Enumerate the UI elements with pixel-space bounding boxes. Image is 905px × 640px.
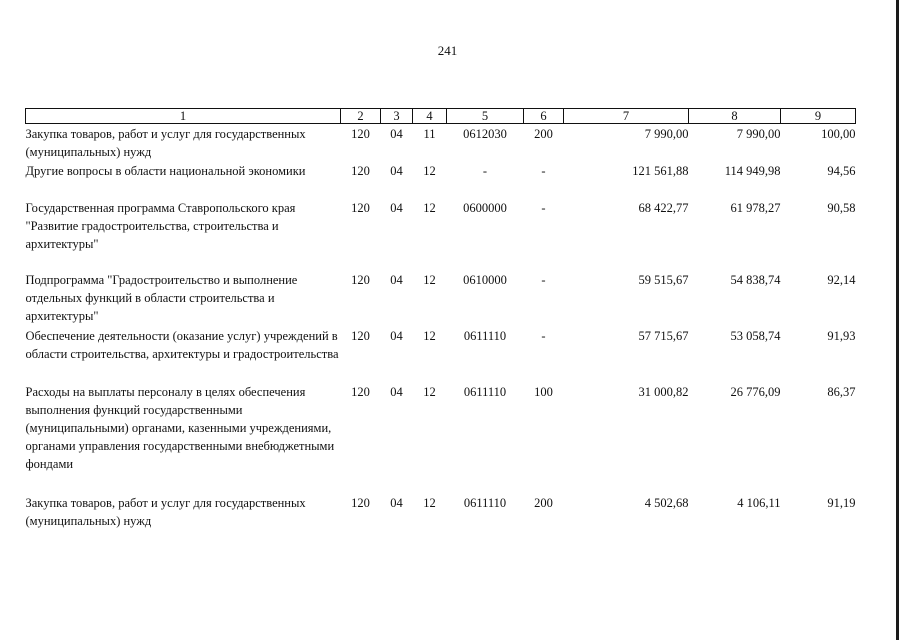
table-row (26, 124, 856, 162)
row-name: Закупка товаров, работ и услуг для государственных (муниципальных) нужд (25, 127, 306, 159)
row-percent-9: 92,14 (827, 273, 856, 287)
row-code-2: 120 (351, 329, 370, 343)
row-code-6: 200 (534, 127, 553, 141)
row-code-2: 120 (351, 164, 370, 178)
header-row (26, 109, 856, 124)
table-row (26, 161, 856, 198)
row-code-6: 100 (534, 385, 553, 399)
row-amount-7: 57 715,67 (638, 329, 689, 343)
row-amount-8: 4 106,11 (737, 496, 781, 510)
row-percent-9: 100,00 (821, 127, 856, 141)
row-percent-9: 91,93 (827, 329, 856, 343)
row-amount-7: 4 502,68 (644, 496, 689, 510)
row-code-3: 04 (390, 127, 403, 141)
row-amount-7: 7 990,00 (644, 127, 689, 141)
header-cell-9: 9 (781, 109, 856, 124)
row-code-6: - (541, 273, 546, 287)
row-amount-8: 7 990,00 (736, 127, 781, 141)
page-number: 241 (437, 43, 458, 58)
row-code-4: 12 (423, 201, 436, 215)
row-code-3: 04 (390, 385, 403, 399)
row-code-3: 04 (390, 329, 403, 343)
header-cell-7: 7 (564, 109, 689, 124)
row-amount-8: 53 058,74 (730, 329, 781, 343)
row-code-2: 120 (351, 201, 370, 215)
row-code-6: - (541, 329, 546, 343)
row-code-4: 11 (423, 127, 436, 141)
row-percent-9: 94,56 (827, 164, 856, 178)
row-code-5: 0611110 (463, 385, 507, 399)
row-code-4: 12 (423, 385, 436, 399)
table-row (26, 493, 856, 533)
row-code-5: 0610000 (463, 273, 507, 287)
row-code-3: 04 (390, 273, 403, 287)
row-code-6: - (541, 201, 546, 215)
row-code-3: 04 (390, 201, 403, 215)
row-code-2: 120 (351, 127, 370, 141)
row-amount-7: 121 561,88 (632, 164, 689, 178)
row-code-2: 120 (351, 273, 370, 287)
table-row (26, 326, 856, 382)
row-amount-7: 68 422,77 (638, 201, 689, 215)
header-cell-2: 2 (341, 109, 381, 124)
row-code-5: 0600000 (463, 201, 507, 215)
table-row (26, 382, 856, 493)
row-code-5: - (482, 164, 488, 178)
row-code-6: - (541, 164, 546, 178)
budget-table (25, 108, 856, 533)
row-name: Обеспечение деятельности (оказание услуг) учреждений в области строительства, архитектуры и градостроительства (25, 329, 339, 361)
row-code-5: 0612030 (463, 127, 507, 141)
row-percent-9: 86,37 (827, 385, 856, 399)
header-cell-5: 5 (447, 109, 524, 124)
row-amount-8: 54 838,74 (730, 273, 781, 287)
table-row (26, 270, 856, 326)
header-cell-6: 6 (524, 109, 564, 124)
row-code-2: 120 (351, 496, 370, 510)
row-code-4: 12 (423, 329, 436, 343)
page-edge-bar (896, 0, 899, 640)
row-name: Закупка товаров, работ и услуг для государственных (муниципальных) нужд (25, 496, 306, 528)
header-cell-1: 1 (26, 109, 341, 124)
row-code-3: 04 (390, 164, 403, 178)
row-code-3: 04 (390, 496, 403, 510)
row-name: Государственная программа Ставропольского края "Развитие градостроительства, строительства и архитектуры" (25, 201, 296, 251)
row-amount-8: 26 776,09 (730, 385, 781, 399)
row-code-5: 0611110 (463, 496, 507, 510)
row-code-4: 12 (423, 164, 436, 178)
header-cell-4: 4 (413, 109, 447, 124)
header-cell-3: 3 (381, 109, 413, 124)
row-name: Другие вопросы в области национальной экономики (25, 164, 306, 178)
row-amount-8: 114 949,98 (724, 164, 781, 178)
row-code-4: 12 (423, 273, 436, 287)
header-cell-8: 8 (689, 109, 781, 124)
row-code-4: 12 (423, 496, 436, 510)
row-percent-9: 90,58 (827, 201, 856, 215)
row-name: Подпрограмма "Градостроительство и выполнение отдельных функций в области строительства и архитектуры" (25, 273, 298, 323)
row-amount-8: 61 978,27 (730, 201, 781, 215)
row-name: Расходы на выплаты персоналу в целях обеспечения выполнения функций государственными (муниципальными) органами, казенными учреждениями, органами управления государственными внебюджетными фондами (25, 385, 335, 471)
row-code-2: 120 (351, 385, 370, 399)
row-amount-7: 31 000,82 (638, 385, 689, 399)
row-percent-9: 91,19 (827, 496, 856, 510)
row-amount-7: 59 515,67 (638, 273, 689, 287)
row-code-6: 200 (534, 496, 553, 510)
row-code-5: 0611110 (463, 329, 507, 343)
table-row (26, 198, 856, 270)
